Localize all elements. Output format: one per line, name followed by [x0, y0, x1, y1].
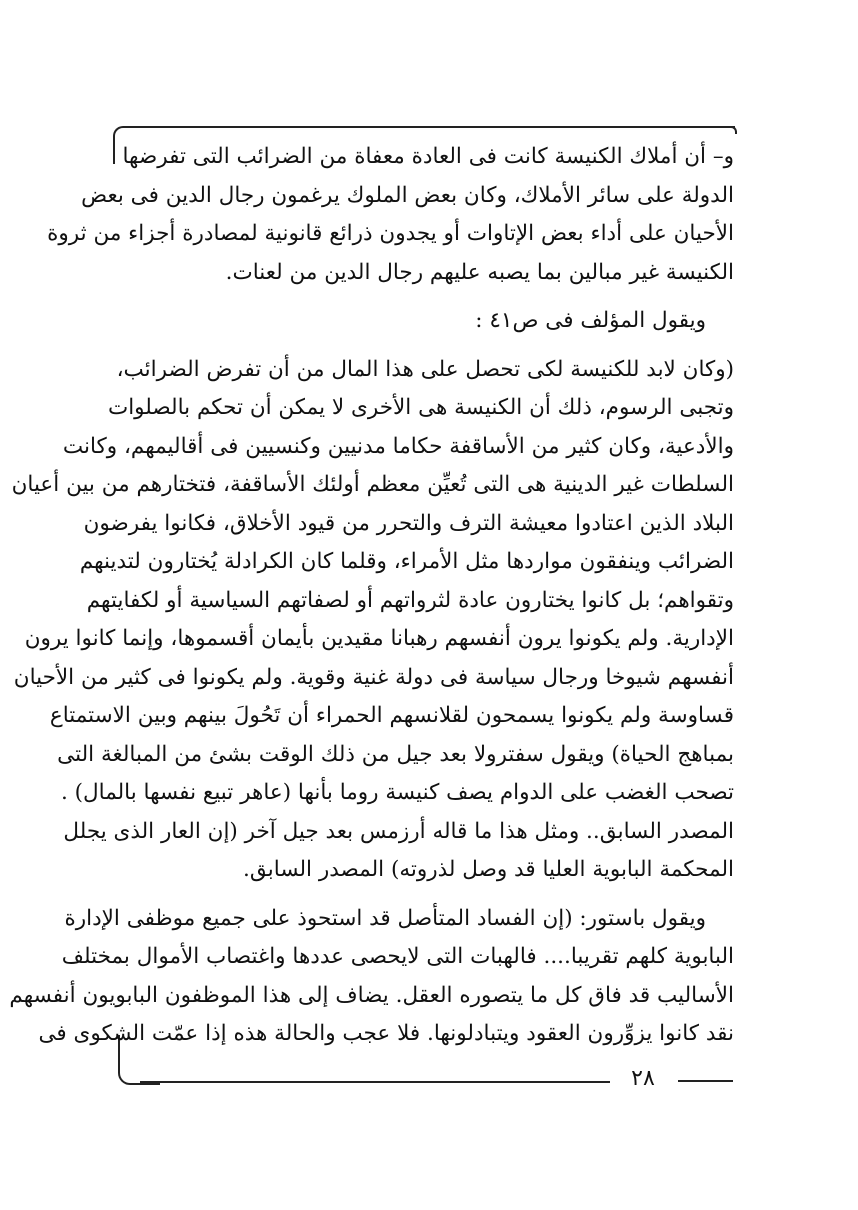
text-line: بمباهج الحياة) ويقول سفترولا بعد جيل من ذلك الوقت بشئ من المبالغة التى	[57, 741, 734, 767]
text-line: المحكمة البابوية العليا قد وصل لذروته) المصدر السابق.	[243, 857, 734, 882]
text-line: و– أن أملاك الكنيسة كانت فى العادة معفاة من الضرائب التى تفرضها	[122, 144, 734, 169]
page-frame-bottom-rule	[140, 1081, 610, 1083]
text-line: وتقواهم؛ بل كانوا يختارون عادة لثرواتهم أو لصفاتهم السياسية أو لكفايتهم	[86, 587, 734, 613]
paragraph-2	[128, 302, 734, 341]
text-line: نقد كانوا يزوِّرون العقود ويتبادلونها. فلا عجب والحالة هذه إذا عمّت الشكوى فى	[38, 1021, 734, 1046]
paragraph-quote	[11, 351, 734, 890]
text-line: وتجبى الرسوم، ذلك أن الكنيسة هى الأخرى لا يمكن أن تحكم بالصلوات	[107, 395, 734, 420]
text-line: البلاد الذين اعتادوا معيشة الترف والتحرر من قيود الأخلاق، فكانوا يفرضون	[83, 510, 734, 536]
text-line: الأحيان على أداء بعض الإتاوات أو يجدون ذرائع قانونية لمصادرة أجزاء من ثروة	[47, 221, 734, 246]
text-line: الدولة على سائر الأملاك، وكان بعض الملوك يرغمون رجال الدين فى بعض	[81, 182, 734, 208]
text-line: تصحب الغضب على الدوام يصف كنيسة روما بأنها (عاهر تبيع نفسها بالمال) .	[60, 780, 734, 805]
text-line: ويقول باستور: (إن الفساد المتأصل قد استحوذ على جميع موظفى الإدارة	[64, 905, 706, 931]
paragraph-gap	[128, 890, 734, 900]
text-line: الإدارية. ولم يكونوا يرون أنفسهم رهبانا مقيدين بأيمان أقسموها، وإنما كانوا يرون	[24, 626, 734, 651]
text-line: والأدعية، وكان كثير من الأساقفة حكاما مدنيين وكنسيين فى أقاليمهم، وكانت	[62, 433, 734, 459]
text-line: أنفسهم شيوخا ورجال سياسة فى دولة غنية وقوية. ولم يكونوا فى كثير من الأحيان	[13, 664, 734, 690]
text-line: السلطات غير الدينية هى التى تُعيِّن معظم أولئك الأساقفة، فتختارهم من بين أعيان	[11, 472, 734, 497]
paragraph-1	[47, 138, 734, 292]
page-frame-top-tail	[727, 126, 737, 134]
page-number: ٢٨	[631, 1066, 655, 1091]
text-line: (وكان لابد للكنيسة لكى تحصل على هذا المال من أن تفرض الضرائب،	[116, 356, 734, 382]
page-number-rule	[678, 1080, 733, 1082]
paragraph-gap	[128, 341, 734, 351]
paragraph-gap	[128, 292, 734, 302]
paragraph-4	[9, 900, 734, 1054]
text-line: قساوسة ولم يكونوا يسمحون لقلانسهم الحمراء أن تَحُولَ بينهم وبين الاستمتاع	[49, 703, 734, 728]
text-line: ويقول المؤلف فى ص٤١ :	[475, 308, 706, 333]
text-line: المصدر السابق.. ومثل هذا ما قاله أرزمس بعد جيل آخر (إن العار الذى يجلل	[63, 818, 734, 844]
page-body	[9, 138, 734, 1054]
text-line: الضرائب وينفقون مواردها مثل الأمراء، وقلما كان الكرادلة يُختارون لتدينهم	[79, 549, 734, 574]
text-line: البابوية كلهم تقريبا.... فالهبات التى لايحصى عددها واغتصاب الأموال بمختلف	[61, 944, 734, 969]
text-line: الكنيسة غير مبالين بما يصبه عليهم رجال الدين من لعنات.	[225, 259, 734, 285]
text-line: الأساليب قد فاق كل ما يتصوره العقل. يضاف إلى هذا الموظفون البابويون أنفسهم	[9, 982, 734, 1008]
